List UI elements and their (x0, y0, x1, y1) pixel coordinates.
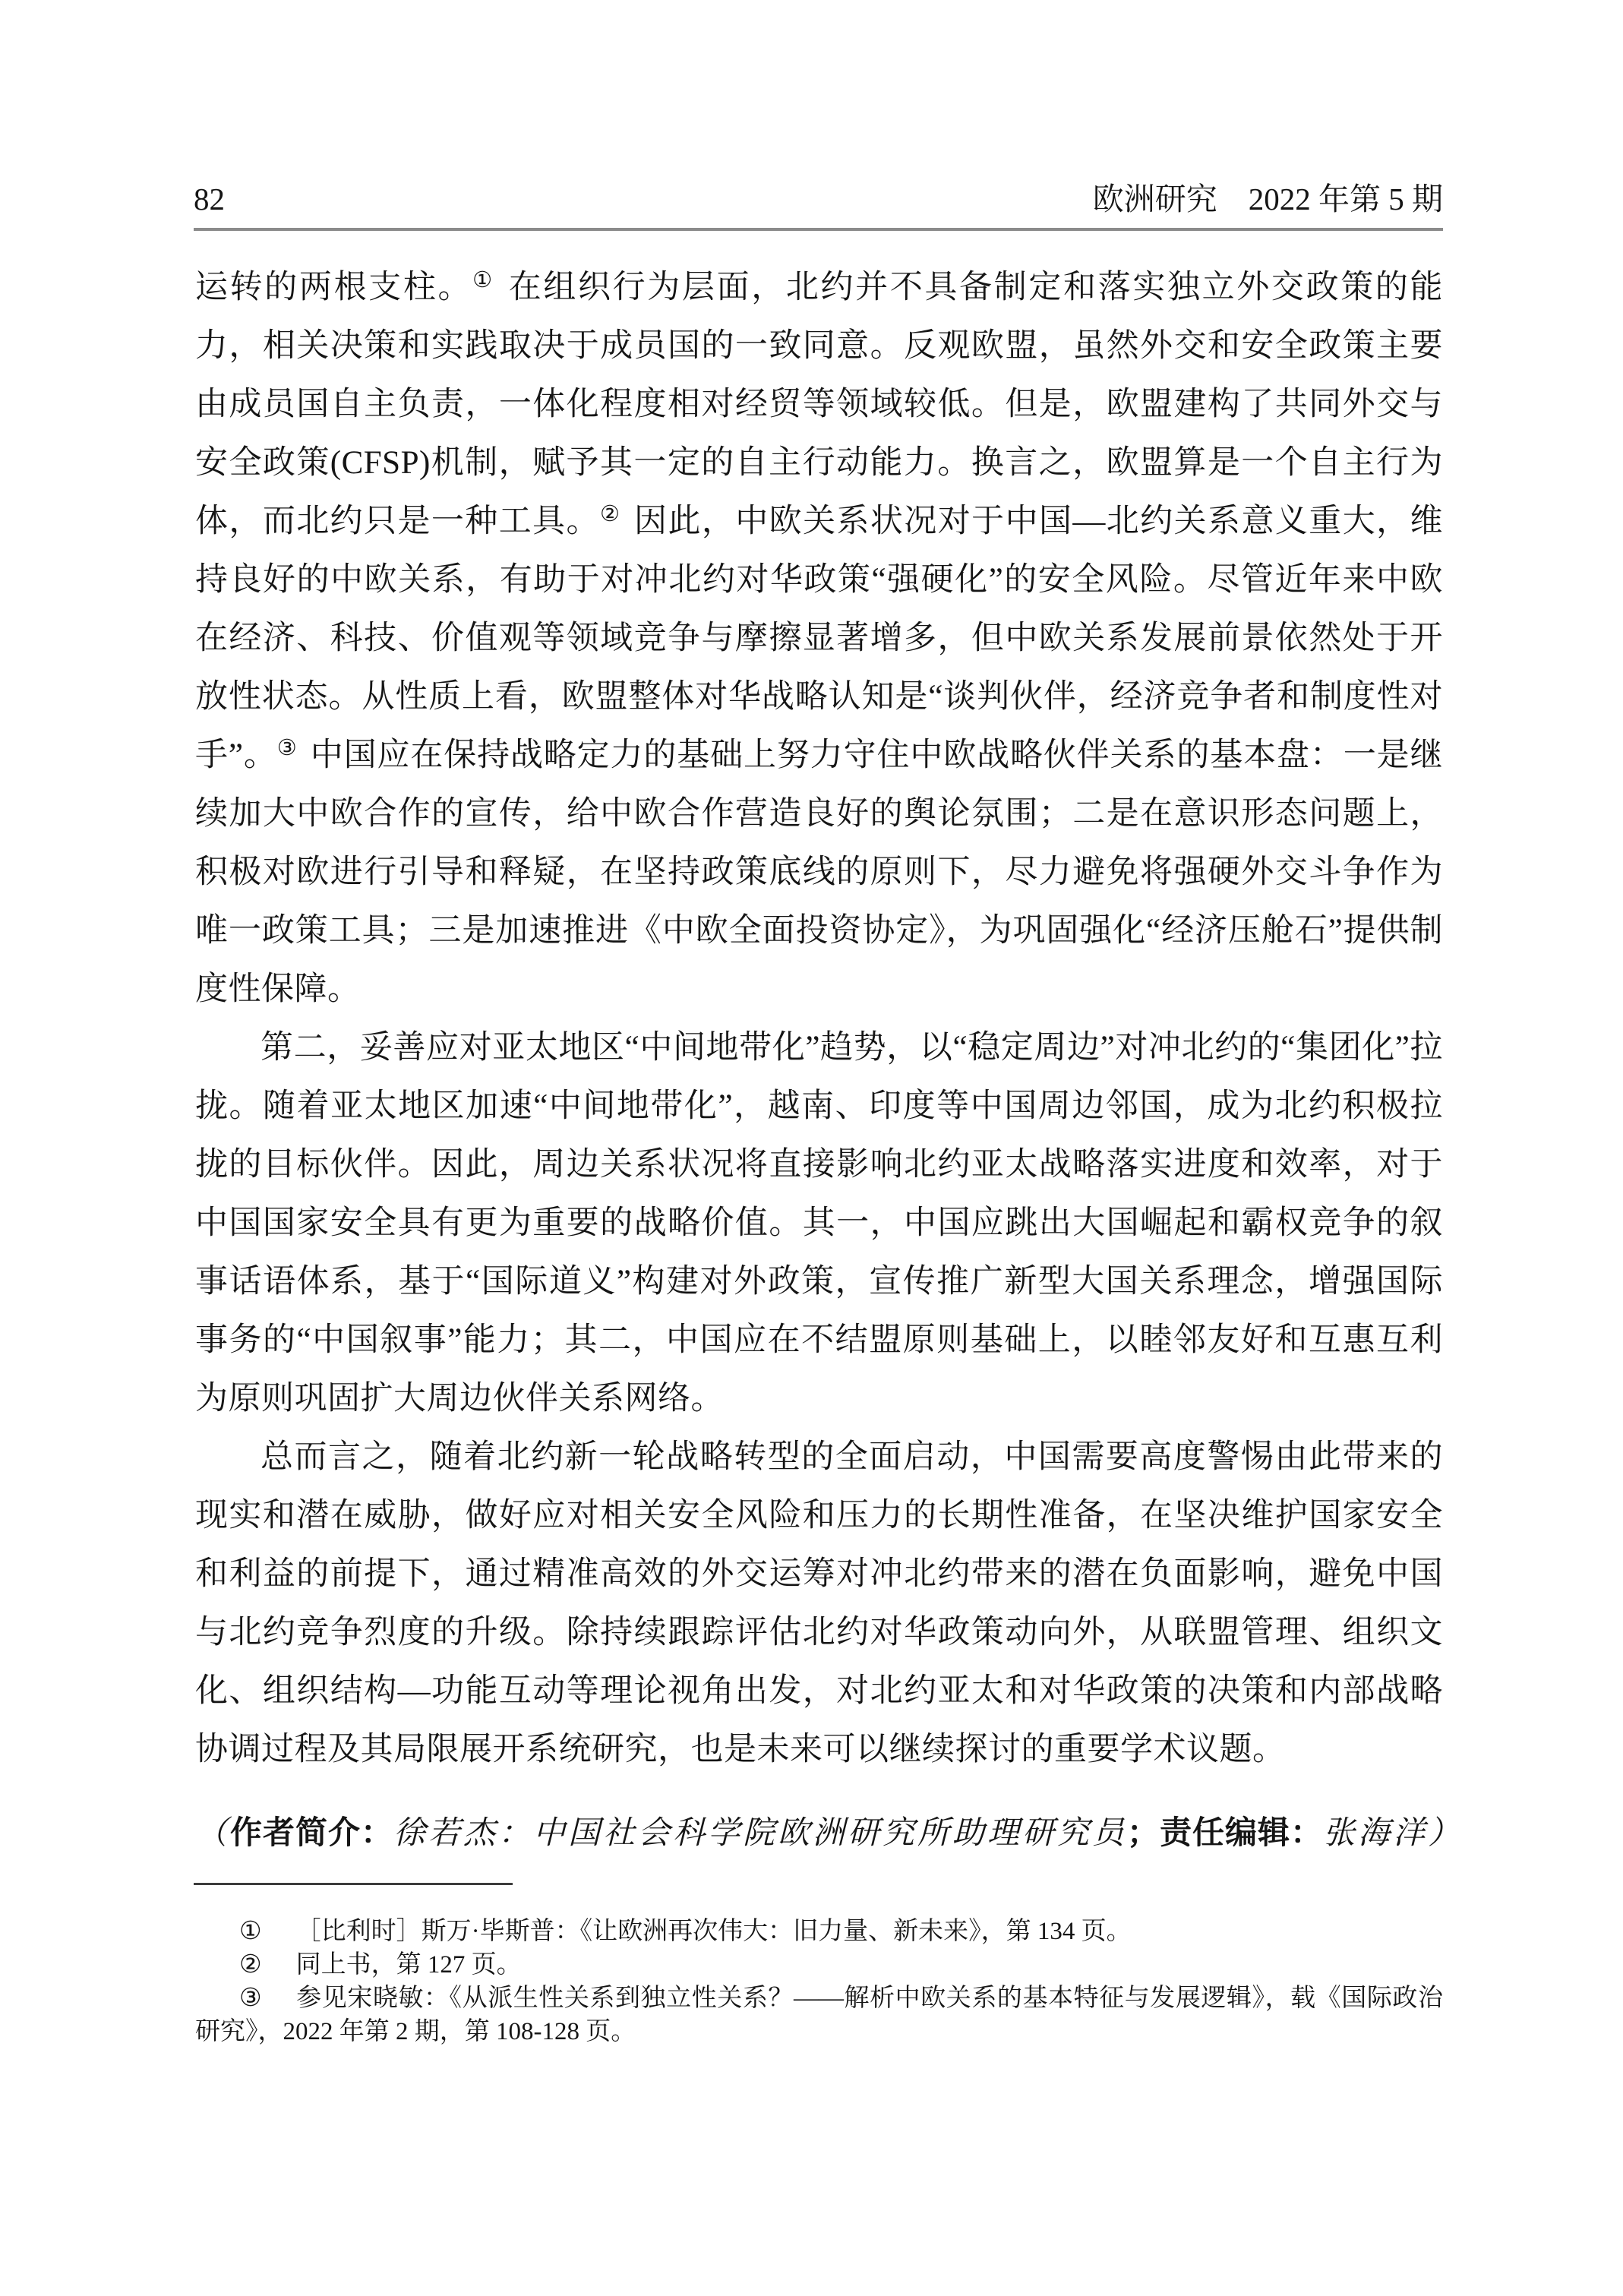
footnote-ref-2: ② (599, 502, 620, 526)
body-paragraph-3: 总而言之，随着北约新一轮战略转型的全面启动，中国需要高度警惕由此带来的现实和潜在威胁，做好应对相关安全风险和压力的长期性准备，在坚决维护国家安全和利益的前提下，通过精准高效的外交运筹对冲北约带来的潜在负面影响，避免中国与北约竞争烈度的升级。除持续跟踪评估北约对华政策动向外，从联盟管理、组织文化、组织结构—功能互动等理论视角出发，对北约亚太和对华政策的决策和内部战略协调过程及其局限展开系统研究，也是未来可以继续探讨的重要学术议题。 (195, 1439, 1443, 1767)
journal-header: 欧洲研究 2022 年第 5 期 (1092, 182, 1443, 216)
footnote-3-text: 参见宋晓敏：《从派生性关系到独立性关系？——解析中欧关系的基本特征与发展逻辑》，载《国际政治研究》，2022 年第 2 期，第 108-128 页。 (195, 1985, 1443, 2045)
footnote-1-marker: ① (239, 1918, 262, 1945)
article-body (195, 258, 1464, 1895)
footnote-item-3 (195, 1982, 1443, 2048)
footnote-item-1 (195, 1915, 1443, 1948)
page-number: 82 (194, 182, 225, 216)
footnote-ref-3: ③ (276, 736, 298, 760)
author-line-open-paren: （ (195, 1816, 231, 1851)
editor-value: 张海洋） (1323, 1816, 1464, 1851)
footnote-separator-rule (194, 1883, 513, 1885)
author-bio-label: 作者简介： (230, 1814, 394, 1850)
author-bio-value: 徐若杰：中国社会科学院欧洲研究所助理研究员 (393, 1816, 1128, 1851)
author-editor-line (195, 1803, 1464, 1863)
paragraph-1-segment-1: 运转的两根支柱。 (195, 270, 473, 305)
body-paragraph-2: 第二，妥善应对亚太地区“中间地带化”趋势，以“稳定周边”对冲北约的“集团化”拉拢。随着亚太地区加速“中间地带化”，越南、印度等中国周边邻国，成为北约积极拉拢的目标伙伴。因此，周边关系状况将直接影响北约亚太战略落实进度和效率，对于中国国家安全具有更为重要的战略价值。其一，中国应跳出大国崛起和霸权竞争的叙事话语体系，基于“国际道义”构建对外政策，宣传推广新型大国关系理念，增强国际事务的“中国叙事”能力；其二，中国应在不结盟原则基础上，以睦邻友好和互惠互利为原则巩固扩大周边伙伴关系网络。 (195, 1030, 1443, 1416)
footnote-item-2 (195, 1948, 1443, 1982)
footnote-2-text: 同上书，第 127 页。 (295, 1951, 522, 1979)
paragraph-1-segment-3: 因此，中欧关系状况对于中国—北约关系意义重大，维持良好的中欧关系，有助于对冲北约对华政策“强硬化”的安全风险。尽管近年来中欧在经济、科技、价值观等领域竞争与摩擦显著增多，但中欧关系发展前景依然处于开放性状态。从性质上看，欧盟整体对华战略认知是“谈判伙伴，经济竞争者和制度性对手”。 (195, 504, 1444, 773)
footnote-2-marker: ② (239, 1951, 262, 1979)
footnotes-section (195, 1915, 1443, 2048)
editor-label: ；责任编辑： (1127, 1814, 1324, 1850)
paragraph-1-segment-2: 在组织行为层面，北约并不具备制定和落实独立外交政策的能力，相关决策和实践取决于成员国的一致同意。反观欧盟，虽然外交和安全政策主要由成员国自主负责，一体化程度相对经贸等领域较低。但是，欧盟建构了共同外交与安全政策(CFSP)机制，赋予其一定的自主行动能力。换言之，欧盟算是一个自主行为体，而北约只是一种工具。 (195, 270, 1444, 539)
body-paragraph-1 (195, 258, 1443, 1019)
header-rule (194, 228, 1443, 231)
running-head (194, 181, 1443, 218)
paragraph-1-segment-4: 中国应在保持战略定力的基础上努力守住中欧战略伙伴关系的基本盘：一是继续加大中欧合作的宣传，给中欧合作营造良好的舆论氛围；二是在意识形态问题上，积极对欧进行引导和释疑，在坚持政策底线的原则下，尽力避免将强硬外交斗争作为唯一政策工具；三是加速推进《中欧全面投资协定》，为巩固强化“经济压舱石”提供制度性保障。 (195, 737, 1443, 1007)
footnote-ref-1: ① (472, 268, 494, 292)
footnote-1-text: ［比利时］斯万·毕斯普：《让欧洲再次伟大：旧力量、新未来》，第 134 页。 (295, 1918, 1132, 1945)
footnote-3-marker: ③ (239, 1985, 263, 2012)
